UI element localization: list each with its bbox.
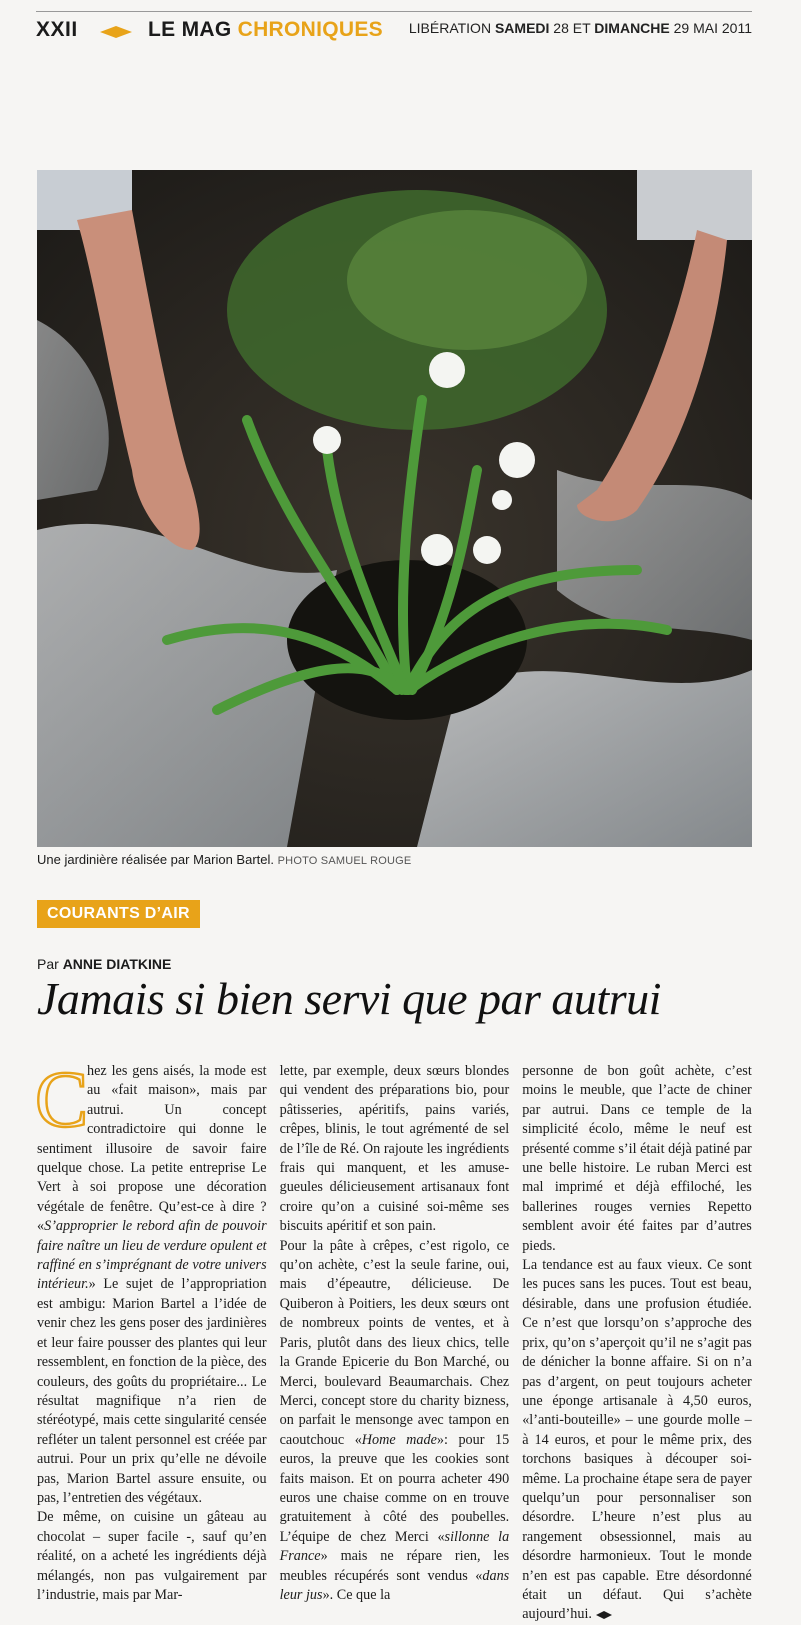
article-headline: Jamais si bien servi que par autrui	[37, 973, 661, 1024]
section-kicker: COURANTS D’AIR	[37, 900, 200, 928]
column-3	[522, 1062, 752, 1623]
col2-text-c: » mais ne répare rien, les meubles récupérés sont vendus «	[279, 1548, 510, 1584]
col1-text-b: » Le sujet de l’appropriation est ambigu: Marion Bartel a l’idée de venir chez les gens poser des jardinières et leur faire pousser des plantes qui leur ressemblent, en fonction de la pièce, des couleurs, des goûts du propriétaire... Le résultat magnifique n’a rien de stéréotypé, mais cette singularité censée refléter un talent personnel est créée par autrui. Pour un prix qu’elle ne dévoile pas, Marion Bartel assure ensuite, ou pas, l’entretien des végétaux.	[37, 1276, 267, 1506]
col2-quote-2: sillonne la France	[279, 1528, 510, 1565]
diamond-icon	[100, 26, 132, 38]
col1-paragraph-2: De même, on cuisine un gâteau au chocolat – super facile -, sauf qu’en réalité, on a acheté les ingrédients déjà mélangés, non pas vulgairement par l’industrie, mais par Mar-	[37, 1509, 267, 1603]
photo-credit: PHOTO SAMUEL ROUGE	[277, 855, 412, 867]
dateline-day2: DIMANCHE	[594, 20, 670, 36]
drop-cap	[35, 1056, 89, 1144]
col2-text-b: »: pour 15 euros, la preuve que les cookies sont faits maison. Et on pourra acheter 490 euros une chaise comme on en trouve gratuitement à côté des poubelles. L’équipe de chez Merci «	[279, 1431, 510, 1545]
col3-paragraph-1: personne de bon goût achète, c’est moins le meuble, que l’acte de chiner par autrui. Dans ce temple de la simplicité écolo, même le neuf est présenté comme s’il était déjà patiné par une belle histoire. Le ruban Merci est mal imprimé et déjà effiloché, les ballerines rouges vernies Repetto semblent avoir été faites par d’autres pieds.	[522, 1063, 752, 1254]
end-diamond-icon	[596, 1611, 612, 1619]
byline-author: ANNE DIATKINE	[62, 956, 172, 972]
col2-paragraph-1: lette, par exemple, deux sœurs blondes qui vendent des préparations bio, pour pâtisseries, apéritifs, pains variés, crêpes, blinis, le tout agrémenté de sel de l’île de Ré. On rajoute les ingrédients frais qui manquent, et les amuse-gueules délicieusement artisanaux font croire qu’on a cuisiné soi-même ses biscuits apéritif et son pain.	[279, 1063, 510, 1235]
col2-text-d: ». Ce que la	[322, 1586, 391, 1603]
planter-photo-illustration	[37, 170, 752, 847]
page-folio: XXII	[36, 18, 78, 41]
page-header	[36, 12, 752, 46]
col2-quote-1: Home made	[361, 1431, 437, 1448]
col2-paragraph-2	[280, 1237, 510, 1606]
dateline	[409, 20, 752, 36]
col1-text-a: hez les gens aisés, la mode est au «fait maison», mais par autrui. Un concept contradictoire qui donne le sentiment illusoire de savoir faire quelque chose. La petite entreprise Le Vert à soi propose une décoration végétale de fenêtre. Qu’est-ce à dire ? «	[37, 1063, 267, 1235]
byline	[37, 956, 171, 972]
column-2	[279, 1062, 510, 1603]
col3-paragraph-2	[522, 1256, 752, 1625]
rubric-main: LE MAG	[148, 18, 232, 41]
col1-quote: S’approprier le rebord afin de pouvoir faire naître un lieu de verdure opulent et raffiné en s’imprégnant de votre univers intérieur.	[37, 1218, 267, 1293]
dateline-mid: 28 ET	[553, 20, 591, 36]
drop-cap-letter: C	[35, 1056, 89, 1144]
column-1	[35, 1056, 267, 1603]
article-photo	[37, 170, 752, 847]
section-rubric	[148, 18, 383, 42]
photo-caption	[37, 852, 752, 867]
article-body	[35, 1056, 752, 1623]
col2-text-a: Pour la pâte à crêpes, c’est rigolo, ce qu’on achète, c’est la seule farine, oui, mais d’épeautre, délicieuse. De Quiberon à Poitiers, les deux sœurs ont de nombreux points de ventes, et à Paris, plutôt dans des lieux chics, telle la Grande Epicerie du Bon Marché, ou Merci, boulevard Beaumarchais. Chez Merci, concept store du charity bizness, on parfait le mensonge avec tampon en caoutchouc «	[279, 1237, 510, 1448]
col2-quote-3: dans leur jus	[279, 1567, 510, 1603]
dateline-end: 29 MAI 2011	[673, 20, 752, 36]
col3-text: La tendance est au faux vieux. Ce sont les puces sans les puces. Tout est beau, désirable, dans une profusion étudiée. Ce n’est que lorsqu’on s’approche des prix, qu’on s’aperçoit qu’il ne s’agit pas de dénicher la bonne affaire. Si on n’a pas d’argent, on peut toujours acheter une éponge artisanale à 4,50 euros, «l’anti-bouteille» – une gourde molle – à 14 euros, et pour le même prix, des torchons basiques à découper soi-même. La prochaine étape sera de payer quelqu’un pour personnaliser son désordre. L’heure n’est plus au rangement obsessionnel, mais au désordre harmonieux. Tout le monde n’en est pas capable. Etre désordonné était un défaut. Qui s’achète aujourd’hui.	[522, 1257, 752, 1623]
rubric-accent: CHRONIQUES	[237, 18, 383, 41]
byline-prefix: Par	[37, 956, 59, 972]
dateline-paper: LIBÉRATION	[408, 20, 492, 36]
caption-text: Une jardinière réalisée par Marion Bartel.	[37, 852, 275, 867]
dateline-day1: SAMEDI	[494, 20, 550, 36]
